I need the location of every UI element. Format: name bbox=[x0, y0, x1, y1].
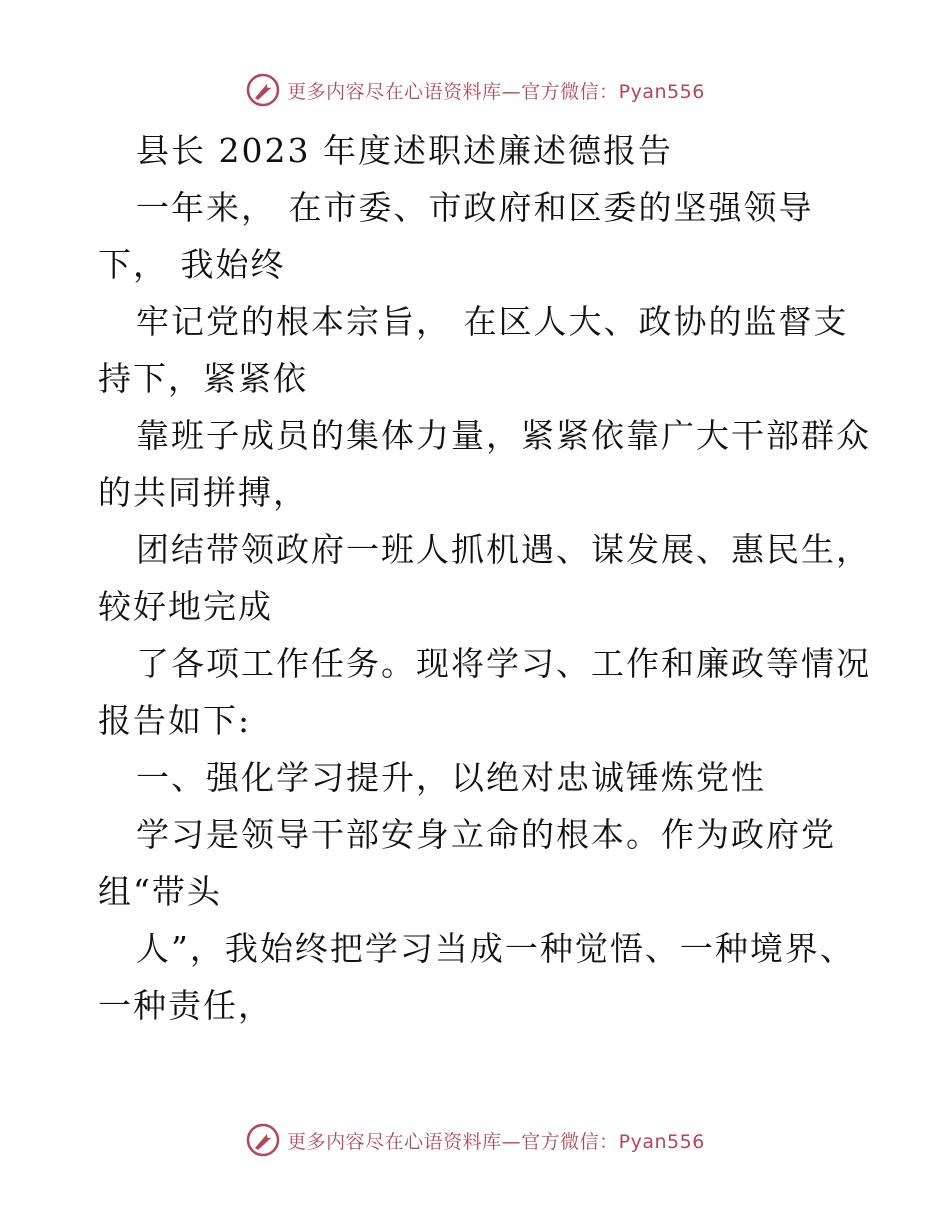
header-watermark bbox=[0, 70, 950, 110]
paragraph-line: 的共同拼搏， bbox=[98, 473, 308, 512]
watermark-text: 更多内容尽在心语资料库—官方微信：Pyan556 bbox=[287, 80, 705, 103]
paragraph-line: 人”，我始终把学习当成一种觉悟、一种境界、 bbox=[136, 929, 855, 968]
paragraph-line: 团结带领政府一班人抓机遇、谋发展、惠民生， bbox=[136, 530, 871, 569]
paragraph-line: 靠班子成员的集体力量，紧紧依靠广大干部群众 bbox=[136, 416, 871, 455]
watermark-text: 更多内容尽在心语资料库—官方微信：Pyan556 bbox=[287, 1130, 705, 1153]
paragraph-line: 牢记党的根本宗旨， 在区人大、政协的监督支 bbox=[136, 302, 849, 341]
paragraph-line: 报告如下: bbox=[98, 701, 252, 740]
section-heading: 一、强化学习提升，以绝对忠诚锤炼党性 bbox=[136, 758, 766, 797]
document-title: 县长 2023 年度述职述廉述德报告 bbox=[136, 131, 673, 170]
paragraph-line: 一年来， 在市委、市政府和区委的坚强领导 bbox=[136, 188, 814, 227]
paragraph-line: 较好地完成 bbox=[98, 587, 273, 626]
footer-watermark bbox=[0, 1120, 950, 1160]
pen-nib-circle-icon bbox=[245, 1122, 281, 1158]
pen-nib-circle-icon bbox=[245, 72, 281, 108]
document-body bbox=[98, 122, 871, 1034]
paragraph-line: 一种责任， bbox=[98, 986, 273, 1025]
paragraph-line: 了各项工作任务。现将学习、工作和廉政等情况 bbox=[136, 644, 871, 683]
paragraph-line: 组“带头 bbox=[98, 872, 222, 911]
paragraph-line: 学习是领导干部安身立命的根本。作为政府党 bbox=[136, 815, 836, 854]
paragraph-line: 下， 我始终 bbox=[98, 245, 286, 284]
paragraph-line: 持下，紧紧依 bbox=[98, 359, 308, 398]
